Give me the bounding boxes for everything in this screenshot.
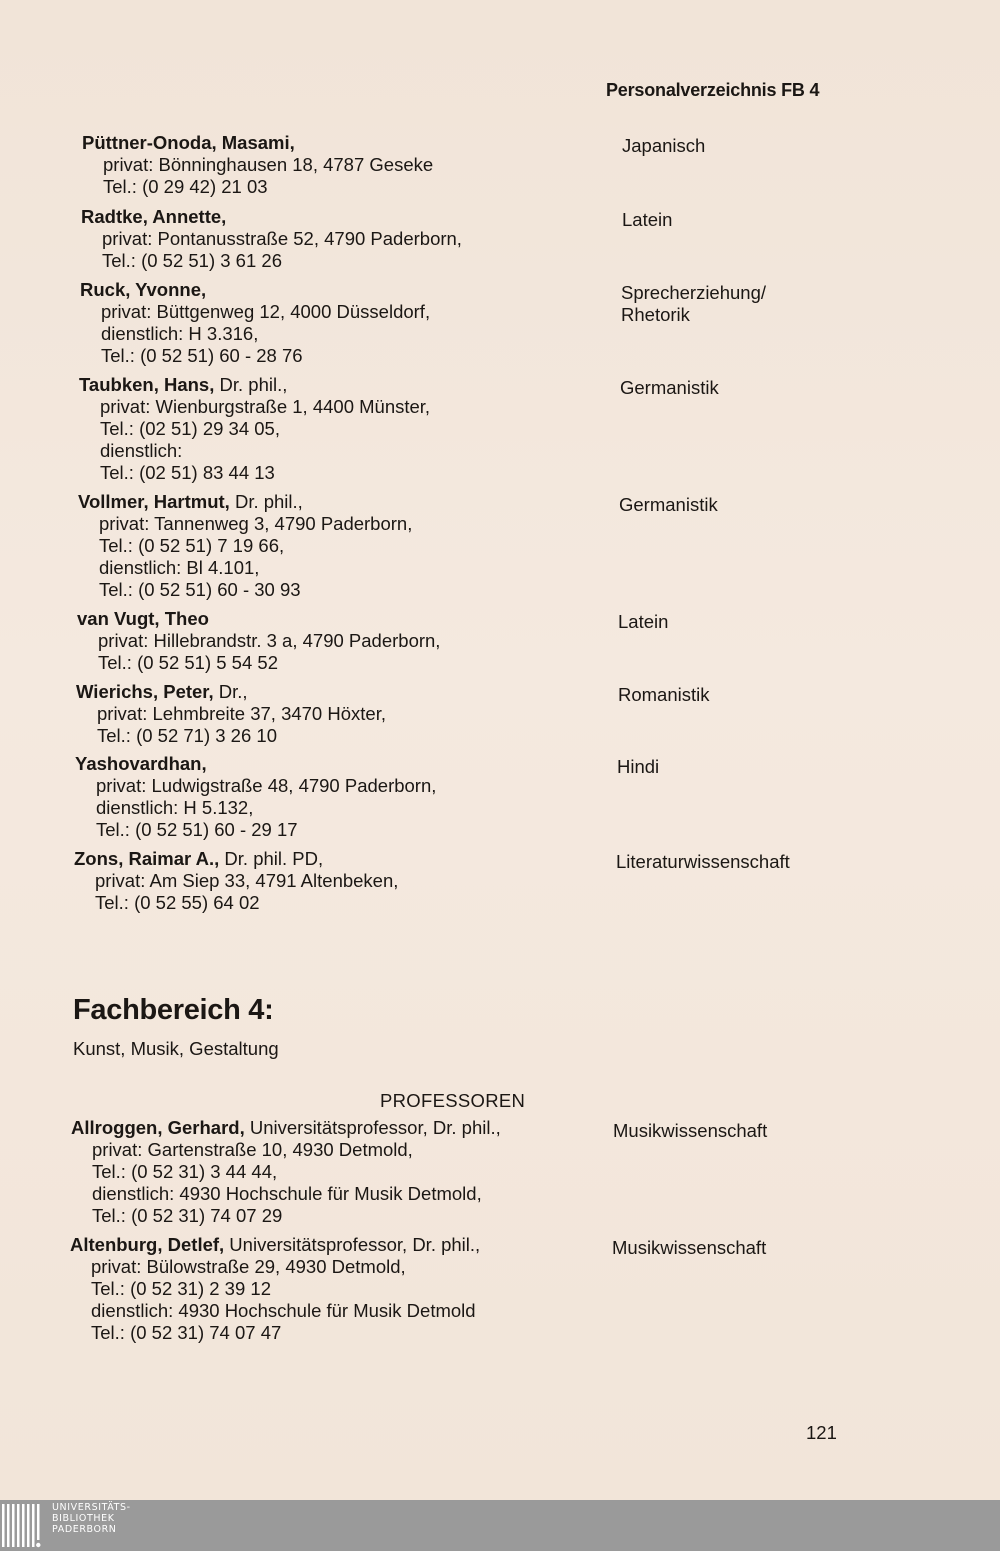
entry-name-line: [80, 279, 640, 301]
entry-details: [74, 848, 634, 914]
contact-line: privat: Bülowstraße 29, 4930 Detmold,: [91, 1256, 406, 1277]
subject-area: [612, 1237, 766, 1259]
contact-line: Tel.: (0 52 31) 74 07 29: [92, 1205, 283, 1226]
contact-line: Tel.: (0 52 51) 60 - 30 93: [99, 579, 301, 600]
subject-area: [617, 756, 659, 778]
entry-name-line: [71, 1117, 631, 1139]
person-name: Wierichs, Peter,: [76, 681, 214, 702]
contact-line: Tel.: (0 52 55) 64 02: [95, 892, 260, 913]
entry-name-line: [82, 132, 642, 154]
contact-line: Tel.: (0 29 42) 21 03: [103, 176, 268, 197]
subject-label: Japanisch: [622, 135, 706, 156]
person-name: Zons, Raimar A.,: [74, 848, 220, 869]
contact-line: Tel.: (0 52 31) 3 44 44,: [92, 1161, 278, 1182]
subject-area: [616, 851, 790, 873]
contact-line: Tel.: (02 51) 29 34 05,: [100, 418, 280, 439]
subject-label: Romanistik: [618, 684, 710, 705]
contact-line: Tel.: (0 52 51) 5 54 52: [98, 652, 278, 673]
entry-name-line: [78, 491, 638, 513]
contact-line: dienstlich: 4930 Hochschule für Musik Detmold,: [92, 1183, 482, 1204]
contact-line: dienstlich: H 3.316,: [101, 323, 259, 344]
entry-details: [76, 681, 636, 747]
library-logo-icon: [0, 1502, 48, 1549]
person-name: Taubken, Hans,: [79, 374, 215, 395]
person-title: Universitätsprofessor, Dr. phil.,: [244, 1117, 501, 1138]
contact-line: privat: Bönninghausen 18, 4787 Geseke: [103, 154, 434, 175]
entry-name-line: [76, 681, 636, 703]
contact-line: privat: Hillebrandstr. 3 a, 4790 Paderborn,: [98, 630, 441, 651]
entry-name-line: [75, 753, 635, 775]
entry-details: [75, 753, 635, 841]
person-name: Altenburg, Detlef,: [70, 1234, 225, 1255]
contact-line: Tel.: (0 52 51) 7 19 66,: [99, 535, 285, 556]
section-subtitle: Kunst, Musik, Gestaltung: [73, 1038, 279, 1059]
subject-label: Latein: [618, 611, 669, 632]
contact-line: Tel.: (0 52 51) 3 61 26: [102, 250, 282, 271]
entry-name-line: [81, 206, 641, 228]
contact-line: Tel.: (0 52 31) 2 39 12: [91, 1278, 271, 1299]
section-title: Fachbereich 4:: [73, 994, 274, 1026]
entry-details: [82, 132, 642, 198]
contact-line: privat: Lehmbreite 37, 3470 Höxter,: [97, 703, 386, 724]
contact-line: Tel.: (0 52 51) 60 - 29 17: [96, 819, 298, 840]
subject-label: Musikwissenschaft: [612, 1237, 767, 1258]
contact-line: Tel.: (0 52 51) 60 - 28 76: [101, 345, 303, 366]
person-name: Yashovardhan,: [75, 753, 207, 774]
person-title: Dr. phil. PD,: [219, 848, 324, 869]
entry-details: [77, 608, 637, 674]
entry-name-line: [74, 848, 634, 870]
subject-label-continued: Rhetorik: [621, 304, 690, 325]
person-name: van Vugt, Theo: [77, 608, 209, 629]
person-name: Allroggen, Gerhard,: [71, 1117, 245, 1138]
contact-line: dienstlich:: [100, 440, 183, 461]
subject-area: [622, 135, 705, 157]
subject-area: [618, 611, 668, 633]
contact-line: Tel.: (0 52 71) 3 26 10: [97, 725, 277, 746]
subject-area: [619, 494, 718, 516]
running-header: Personalverzeichnis FB 4: [606, 80, 820, 100]
subject-label: Musikwissenschaft: [613, 1120, 768, 1141]
contact-line: dienstlich: Bl 4.101,: [99, 557, 260, 578]
contact-line: privat: Tannenweg 3, 4790 Paderborn,: [99, 513, 413, 534]
entry-details: [78, 491, 638, 601]
subject-area: [620, 377, 719, 399]
entry-name-line: [70, 1234, 630, 1256]
subject-label: Germanistik: [620, 377, 719, 398]
contact-line: privat: Wienburgstraße 1, 4400 Münster,: [100, 396, 431, 417]
library-logo-text: [52, 1502, 131, 1535]
contact-line: privat: Pontanusstraße 52, 4790 Paderborn,: [102, 228, 462, 249]
logo-line: PADERBORN: [52, 1524, 117, 1535]
person-title: Dr. phil.,: [214, 374, 288, 395]
subject-label: Germanistik: [619, 494, 718, 515]
subject-label: Sprecherziehung/: [621, 282, 767, 303]
logo-line: UNIVERSITÄTS-: [52, 1502, 131, 1513]
entry-name-line: [77, 608, 637, 630]
subject-area: [622, 209, 672, 231]
person-name: Radtke, Annette,: [81, 206, 227, 227]
logo-line: BIBLIOTHEK: [52, 1513, 115, 1524]
page-number: 121: [806, 1422, 837, 1443]
contact-line: dienstlich: H 5.132,: [96, 797, 254, 818]
subject-label: Hindi: [617, 756, 660, 777]
contact-line: Tel.: (0 52 31) 74 07 47: [91, 1322, 282, 1343]
person-name: Ruck, Yvonne,: [80, 279, 207, 300]
contact-line: privat: Büttgenweg 12, 4000 Düsseldorf,: [101, 301, 431, 322]
person-title: Dr. phil.,: [229, 491, 303, 512]
entry-details: [79, 374, 639, 484]
entry-name-line: [79, 374, 639, 396]
entry-details: [80, 279, 640, 367]
entry-details: [71, 1117, 631, 1227]
subject-label: Latein: [622, 209, 673, 230]
library-footer: [0, 1500, 1000, 1551]
entry-details: [70, 1234, 630, 1344]
subject-area: [618, 684, 710, 706]
contact-line: privat: Gartenstraße 10, 4930 Detmold,: [92, 1139, 413, 1160]
entry-details: [81, 206, 641, 272]
contact-line: dienstlich: 4930 Hochschule für Musik Detmold: [91, 1300, 476, 1321]
subject-area: [613, 1120, 767, 1142]
person-title: Dr.,: [213, 681, 248, 702]
contact-line: privat: Ludwigstraße 48, 4790 Paderborn,: [96, 775, 437, 796]
contact-line: privat: Am Siep 33, 4791 Altenbeken,: [95, 870, 399, 891]
person-name: Püttner-Onoda, Masami,: [82, 132, 295, 153]
contact-line: Tel.: (02 51) 83 44 13: [100, 462, 275, 483]
group-label: PROFESSOREN: [380, 1090, 526, 1111]
subject-label: Literaturwissenschaft: [616, 851, 790, 872]
person-title: Universitätsprofessor, Dr. phil.,: [224, 1234, 481, 1255]
person-name: Vollmer, Hartmut,: [78, 491, 230, 512]
subject-area: [621, 282, 766, 326]
